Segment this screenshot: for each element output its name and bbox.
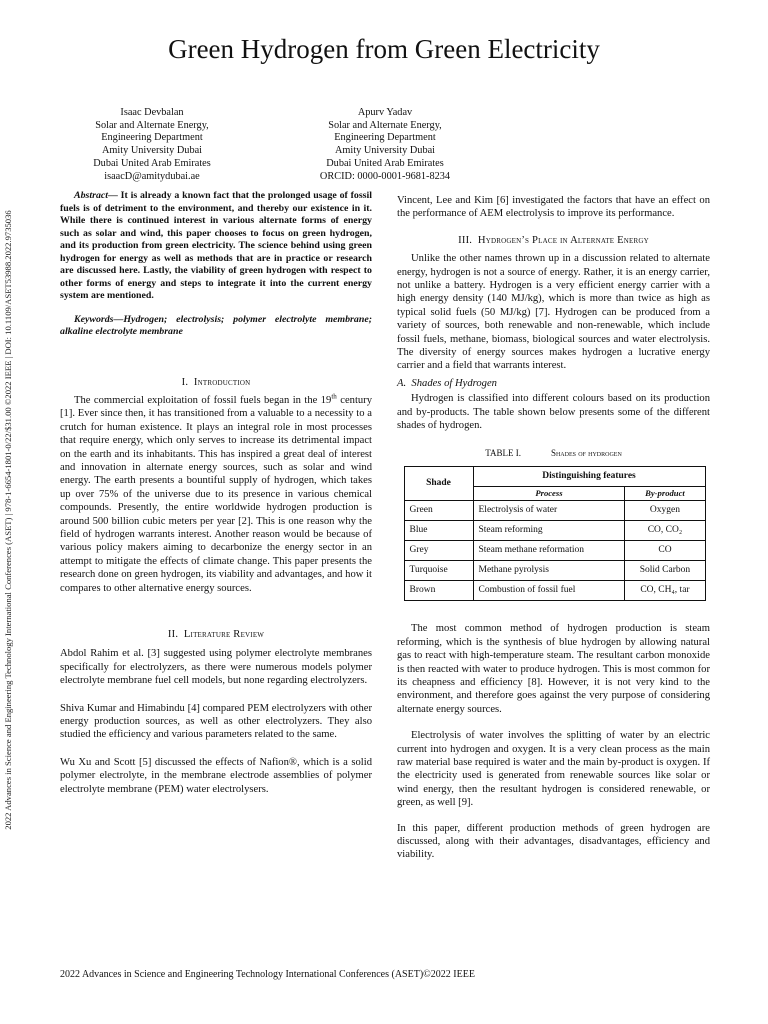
table-row (404, 561, 705, 581)
table-caption-title: Shades of hydrogen (550, 447, 622, 458)
author-2-location: Dubai United Arab Emirates (326, 157, 444, 169)
cell-shade: Green (404, 501, 473, 521)
cell-shade: Turquoise (404, 561, 473, 581)
table-header-row (404, 466, 705, 486)
cell-byproduct: Oxygen (625, 501, 705, 521)
table-row (404, 501, 705, 521)
abstract-text: It is already a known fact that the prolonged usage of fossil fuels is of detriment to the environment, and thereby our existence in it. While there is continued interest in various alternate forms of energy such as solar and wind, this paper chooses to focus on green hydrogen, and its production from green electricity. The science behind using green hydrogen for energy as well as methods that are in practice or research are discussed here. Lastly, the viability of green hydrogen with respect to other forms of energy and steps to integrate it into the current energy system are mentioned. (60, 190, 372, 301)
header-byproduct: By-product (625, 486, 705, 500)
author-2-division: Engineering Department (334, 132, 436, 144)
electrolysis-paragraph: Electrolysis of water involves the splitting of water by an electric current into hydrogen and oxygen. It is a very clean process as the main raw material base required is water and the main by-product is oxygen. If the electricity used is generated from renewable sources like solar or wind energy, then the resultant hydrogen is considered renewable, or green, as well [9]. (397, 730, 710, 809)
cell-process: Methane pyrolysis (473, 561, 625, 581)
author-1-name: Isaac Devbalan (120, 107, 184, 118)
subsection-label: A. (397, 377, 407, 389)
cell-byproduct: CO (625, 541, 705, 561)
left-column (60, 190, 372, 796)
page-footer: 2022 Advances in Science and Engineering Technology International Conferences (ASET)©2022 IEEE (60, 969, 475, 980)
literature-paragraph-1: Abdol Rahim et al. [3] suggested using polymer electrolyte membranes specifically for electrolyzers, as there were numerous models polymer electrolyte membrane fuel cell models, but none regarding electrolyzers. (60, 648, 372, 687)
introduction-paragraph (60, 394, 372, 595)
table-row (404, 541, 705, 561)
cell-byproduct: CO, CO₂ (625, 521, 705, 541)
literature-paragraph-3: Wu Xu and Scott [5] discussed the effects of Nafion®, which is a solid polymer electrolyte, in the membrane electrode assemblies of polymer electrolyte membrane (PEM) water electrolysers. (60, 756, 372, 795)
shades-paragraph: Hydrogen is classified into different colours based on its production and by-products. The table shown below presents some of the different shades of hydrogen. (397, 393, 710, 432)
intro-text-a: The commercial exploitation of fossil fuels began in the 19 (74, 394, 332, 406)
author-block-1 (22, 107, 282, 183)
author-2-name: Apurv Yadav (357, 107, 413, 118)
section-heading-literature-review (60, 628, 372, 641)
header-process: Process (473, 486, 625, 500)
subsection-heading-shades (397, 377, 710, 390)
header-distinguishing-features: Distinguishing features (473, 466, 705, 486)
paper-title: Green Hydrogen from Green Electricity (168, 34, 600, 64)
literature-paragraph-4: Vincent, Lee and Kim [6] investigated the factors that have an effect on the performance of AEM electrolysis to improve its performance. (397, 195, 710, 220)
section-heading-hydrogen-place (397, 234, 710, 247)
author-2-orcid: ORCID: 0000-0001-9681-8234 (319, 170, 451, 182)
keywords: Keywords—Hydrogen; electrolysis; polymer electrolyte membrane; alkaline electrolyte membrane (60, 313, 372, 337)
cell-shade: Brown (404, 581, 473, 601)
subsection-title: Shades of Hydrogen (411, 377, 497, 389)
cell-process: Combustion of fossil fuel (473, 581, 625, 601)
side-doi-note (0, 160, 16, 880)
author-1-dept: Solar and Alternate Energy, (95, 119, 209, 131)
shades-table (404, 466, 706, 601)
section-3-title: Hydrogen’s Place in Alternate Energy (477, 234, 649, 246)
conclusion-intro-paragraph: In this paper, different production methods of green hydrogen are discussed, along with their advantages, disadvantages, efficiency and viability. (397, 822, 710, 861)
hydrogen-place-paragraph: Unlike the other names thrown up in a discussion related to alternate energy, hydrogen is not a source of energy. Rather, it is an energy carrier, not unlike a battery. Hydrogen is a very efficient energy carrier with a high energy density (140 MJ/kg), which is more than twice as high as typical solid fuels (50 MJ/kg) [7]. Hydrogen can be produced from a variety of sources, both renewable and non-renewable, which include fossil fuels, methane, biomass, biological sources and water electrolysis. The diversity of energy sources makes hydrogen a lucrative energy carrier and a field that warrants interest. (397, 253, 710, 372)
section-2-title: Literature Review (183, 629, 265, 640)
author-1-email: isaacD@amitydubai.ae (104, 170, 200, 182)
table-row (404, 581, 705, 601)
section-2-number: II. (167, 629, 179, 640)
intro-superscript: th (331, 392, 337, 401)
header-shade: Shade (404, 466, 473, 500)
abstract (60, 190, 372, 303)
right-column (397, 194, 710, 862)
author-2-university: Amity University Dubai (334, 145, 436, 157)
cell-process: Electrolysis of water (473, 501, 625, 521)
intro-text-b: century [1]. Ever since then, it has transitioned from a valuable to a necessity to a crutch for human existence. It plays an integral role in most processes that require energy, which only serves to increase its detrimental impact on the earth and its inhabitants. This has inspired a great deal of interest and innovation in alternate energy sources, such as solar and wind energy. The earth presents a bountiful supply of hydrogen, which takes up over 75% of the universe due to its presence in various chemical compounds. Presently, the entire worldwide hydrogen production is around 500 billion cubic meters per year [2]. This is one reason why the field of hydrogen warrants interest. Another reason would be because of various policy makers aiming to decarbonize the energy sector in an attempt to mitigate the effects of climate change. This paper presents the research done on green hydrogen, its viability and advantages, and how it compares to other alternative energy sources. (60, 394, 373, 594)
shades-table-block (404, 447, 704, 602)
author-2-dept: Solar and Alternate Energy, (328, 119, 442, 131)
abstract-lead: Abstract— (74, 190, 118, 201)
cell-byproduct: CO, CH₄, tar (625, 581, 705, 601)
author-block-2 (255, 107, 515, 183)
literature-paragraph-2: Shiva Kumar and Himabindu [4] compared PEM electrolyzers with other energy production sources, as well as other electrolyzers. They also studied the efficiency and various parameters related to the same. (60, 702, 372, 741)
table-caption (404, 447, 704, 460)
cell-process: Steam reforming (473, 521, 625, 541)
section-1-number: I. (181, 376, 189, 388)
table-caption-number: TABLE I. (485, 447, 521, 458)
author-1-location: Dubai United Arab Emirates (93, 157, 211, 169)
table-row (404, 521, 705, 541)
steam-reforming-paragraph: The most common method of hydrogen production is steam reforming, which is the synthesis of blue hydrogen by allowing natural gas to react with high-temperature steam. The resultant carbon monoxide is then reacted with water to produce hydrogen. This is most common for its cheapness and efficiency [8]. However, it is not very kind to the environment, and therefore goes against the very purpose of considering alternate energy sources. (397, 623, 710, 715)
section-3-number: III. (458, 234, 473, 246)
author-1-university: Amity University Dubai (101, 145, 203, 157)
section-heading-introduction (60, 376, 372, 389)
section-1-title: Introduction (193, 376, 251, 388)
cell-shade: Grey (404, 541, 473, 561)
author-1-division: Engineering Department (101, 132, 203, 144)
cell-process: Steam methane reformation (473, 541, 625, 561)
side-doi-text: 2022 Advances in Science and Engineering Technology International Conferences (ASET) | 978-1-6654-1801-0/22/$31.00 ©2022 IEEE | DOI: 10.1109/ASET53988.2022.9735036 (3, 210, 13, 830)
cell-shade: Blue (404, 521, 473, 541)
cell-byproduct: Solid Carbon (625, 561, 705, 581)
